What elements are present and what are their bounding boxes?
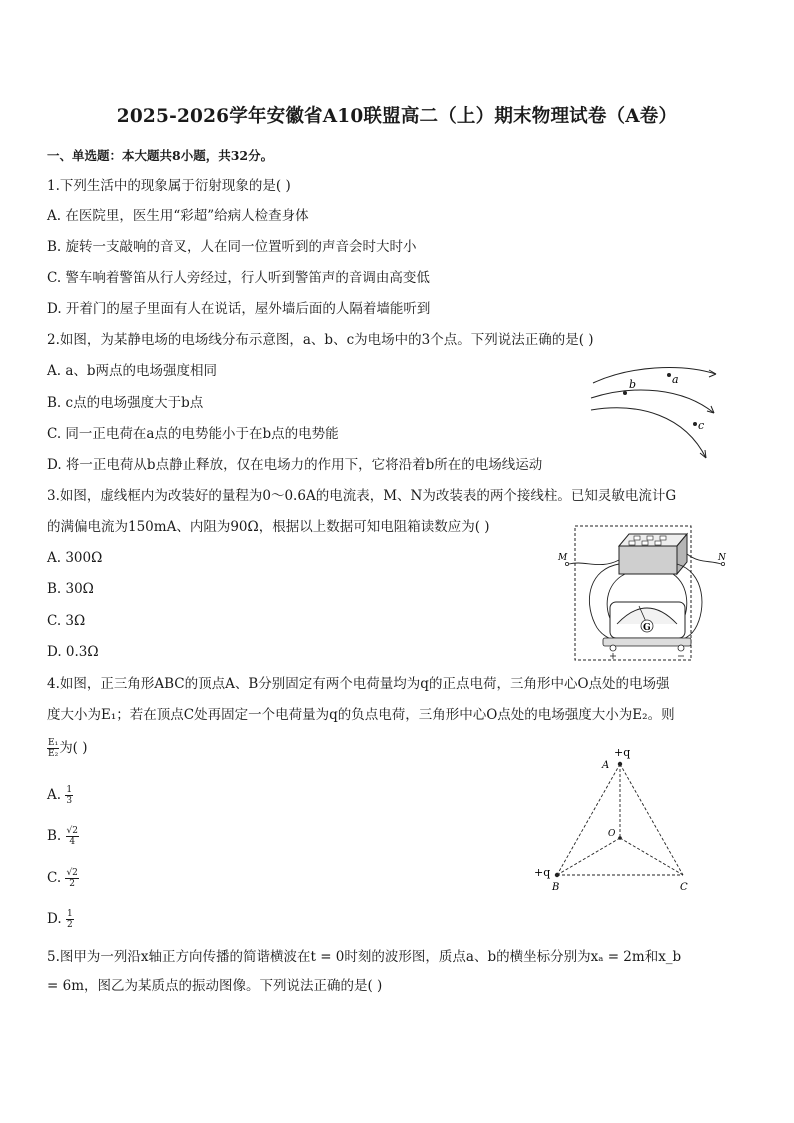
terminal-m-label: M [558,553,568,563]
q1-option-c: C. 警车响着警笛从行人旁经过，行人听到警笛声的音调由高变低 [47,270,430,286]
q4-option-c-fraction [65,868,78,889]
point-a-label: a [672,373,679,386]
galvanometer-label: G [643,623,651,633]
q2-option-a: A. a、b两点的电场强度相同 [47,363,218,379]
q4-option-b-fraction [66,826,79,847]
point-c-label: c [698,419,705,432]
q4-option-d-fraction [66,909,74,930]
vertex-c-label: C [680,882,688,893]
q4-option-c-label: C. [47,870,62,886]
section-heading: 一、单选题：本大题共8小题，共32分。 [47,148,274,163]
q4-stem-line2: 度大小为E₁；若在顶点C处再固定一个电荷量为q的负点电荷，三角形中心O点处的电场强度大小为E₂。则 [47,707,675,723]
ratio-numerator: E₁ [48,738,59,748]
q4-option-b-numerator: √2 [66,826,78,836]
q3-option-c: C. 3Ω [47,613,86,629]
point-b-label: b [629,378,637,391]
q2-stem: 2.如图，为某静电场的电场线分布示意图，a、b、c为电场中的3个点。下列说法正确的是( ) [47,332,594,348]
q5-stem-line2: = 6m，图乙为某质点的振动图像。下列说法正确的是( ) [47,978,383,994]
q5-stem-line1: 5.图甲为一列沿x轴正方向传播的简谐横波在t = 0时刻的波形图，质点a、b的横坐标分别为xₐ = 2m和x_b [47,949,682,965]
q4-option-a-denominator: 3 [66,796,73,806]
q3-option-d: D. 0.3Ω [47,644,99,660]
q4-option-a-fraction [65,785,73,806]
q3-option-b: B. 30Ω [47,581,94,597]
q2-option-d: D. 将一正电荷从b点静止释放，仅在电场力的作用下，它将沿着b所在的电场线运动 [47,457,543,473]
q4-option-c-denominator: 2 [69,879,76,889]
charge-b-label: +q [534,866,551,879]
q4-option-d [47,909,74,930]
charge-a-label: +q [614,746,631,759]
q4-option-a-label: A. [47,787,62,803]
q3-option-a: A. 300Ω [47,550,103,566]
q4-option-d-label: D. [47,911,62,927]
q1-option-a: A. 在医院里，医生用“彩超”给病人检查身体 [47,208,309,224]
q4-stem-line3 [47,738,88,759]
ammeter-circuit-figure [555,524,745,664]
q4-option-b-denominator: 4 [69,837,76,847]
q4-option-d-denominator: 2 [66,920,73,930]
q1-option-b: B. 旋转一支敲响的音叉，人在同一位置听到的声音会时大时小 [47,239,417,255]
q4-option-c-numerator: √2 [66,868,78,878]
ratio-denominator: E₂ [48,749,59,759]
q4-option-c [47,868,79,889]
q4-stem-line1: 4.如图，正三角形ABC的顶点A、B分别固定有两个电荷量均为q的正点电荷，三角形中心O点处的电场强 [47,676,670,692]
q4-option-a-numerator: 1 [66,785,73,795]
vertex-a-label: A [602,760,610,771]
q1-stem: 1.下列生活中的现象属于衍射现象的是( ) [47,178,291,194]
q4-stem-tail: 为( ) [59,740,88,756]
ratio-fraction [47,738,59,759]
q3-stem-line2: 的满偏电流为150mA、内阻为90Ω，根据以上数据可知电阻箱读数应为( ) [47,519,490,535]
q4-option-a [47,785,73,806]
vertex-b-label: B [552,882,560,893]
q4-option-d-numerator: 1 [66,909,73,919]
q1-option-d: D. 开着门的屋子里面有人在说话，屋外墙后面的人隔着墙能听到 [47,301,431,317]
terminal-n-label: N [718,553,726,563]
triangle-charges-figure [530,742,710,894]
q3-stem-line1: 3.如图，虚线框内为改装好的量程为0～0.6A的电流表，M、N为改装表的两个接线柱。已知灵敏电流计G [47,488,677,504]
q2-option-b: B. c点的电场强度大于b点 [47,395,204,411]
exam-title: 2025-2026学年安徽省A10联盟高二（上）期末物理试卷（A卷） [116,106,678,127]
electric-field-lines-figure [585,358,725,463]
center-o-label: O [608,829,616,839]
q4-option-b [47,826,79,847]
q4-option-b-label: B. [47,828,62,844]
q2-option-c: C. 同一正电荷在a点的电势能小于在b点的电势能 [47,426,339,442]
